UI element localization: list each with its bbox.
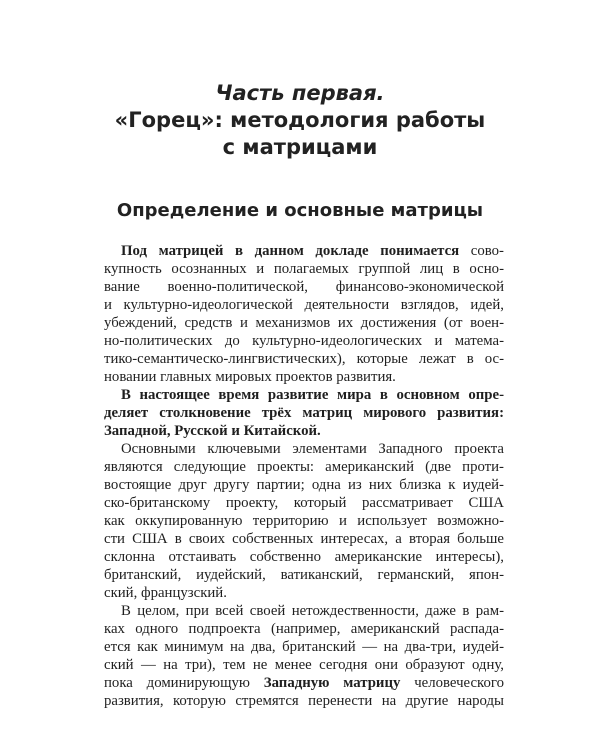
text-segment: как оккупированную территорию и использует возможно-	[104, 513, 504, 529]
text-segment: ках одного подпроекта (например, американский распада-	[104, 621, 504, 637]
text-segment: тико-семантическо-лингвистических), которые лежат в ос-	[104, 351, 504, 367]
text-line	[104, 314, 504, 332]
bold-text-segment: Под матрицей в данном докладе понимается	[121, 243, 460, 259]
text-line	[104, 386, 504, 404]
section-heading: Определение и основные матрицы	[116, 200, 484, 221]
text-segment: востоящие друг другу партии; одна из них близка к иудей-	[104, 477, 504, 493]
text-line	[104, 548, 504, 566]
text-line	[104, 242, 504, 260]
text-line	[104, 566, 504, 584]
text-segment: ется как минимум на два, британский — на два-три, иудей-	[104, 639, 504, 655]
text-segment: ский — на три), тем не менее сегодня они образуют одну,	[104, 657, 504, 673]
text-line	[104, 458, 504, 476]
text-segment: купность осознанных и полагаемых группой лиц в осно-	[104, 261, 504, 277]
text-line	[104, 674, 504, 692]
text-segment: британский, иудейский, ватиканский, германский, япон-	[104, 567, 504, 583]
text-segment: развития, которую стремятся перенести на другие народы	[104, 693, 504, 709]
text-line	[104, 332, 504, 350]
text-line	[104, 350, 504, 368]
text-line	[104, 494, 504, 512]
text-segment: новании главных мировых проектов развития.	[104, 369, 396, 385]
text-segment: убеждений, средств и механизмов их достижения (от воен-	[104, 315, 504, 331]
text-segment: В целом, при всей своей нетождественности, даже в рам-	[121, 603, 504, 619]
text-segment: пока доминирующую	[104, 675, 264, 691]
bold-text-segment: деляет столкновение трёх матриц мирового развития:	[104, 405, 504, 421]
body-text	[104, 242, 504, 710]
text-segment: вание военно-политической, финансово-экономической	[104, 279, 504, 295]
part-title-line-2: с матрицами	[222, 135, 378, 159]
text-line	[104, 602, 504, 620]
text-line	[104, 638, 504, 656]
text-line	[104, 530, 504, 548]
text-line	[104, 440, 504, 458]
part-label: Часть первая.	[215, 81, 385, 105]
bold-text-segment: Западную матрицу	[263, 675, 401, 691]
text-segment: человеческого	[400, 675, 504, 691]
part-heading	[80, 80, 520, 161]
text-line	[104, 296, 504, 314]
part-title-line-1: «Горец»: методология работы	[114, 108, 486, 132]
text-segment: но-политических до культурно-идеологических и матема-	[104, 333, 504, 349]
text-line	[104, 422, 504, 440]
text-line	[104, 512, 504, 530]
text-line	[104, 620, 504, 638]
text-line	[104, 476, 504, 494]
bold-text-segment: Западной, Русской и Китайской.	[104, 423, 321, 439]
text-segment: ско-британскому проекту, который рассматривает США	[104, 495, 504, 511]
text-segment: Основными ключевыми элементами Западного проекта	[121, 441, 504, 457]
text-line	[104, 692, 504, 710]
text-segment: сти США в своих собственных интересах, а вторая больше	[104, 531, 504, 547]
text-segment: ский, французский.	[104, 585, 227, 601]
text-line	[104, 584, 504, 602]
text-line	[104, 368, 504, 386]
text-segment: сово-	[459, 243, 504, 259]
text-segment: склонна отстаивать собственно американские интересы),	[104, 549, 504, 565]
text-line	[104, 404, 504, 422]
text-line	[104, 278, 504, 296]
text-segment: и культурно-идеологической деятельности взглядов, идей,	[104, 297, 504, 313]
text-line	[104, 260, 504, 278]
text-line	[104, 656, 504, 674]
text-segment: являются следующие проекты: американский (две проти-	[104, 459, 504, 475]
bold-text-segment: В настоящее время развитие мира в основном опре-	[121, 387, 504, 403]
